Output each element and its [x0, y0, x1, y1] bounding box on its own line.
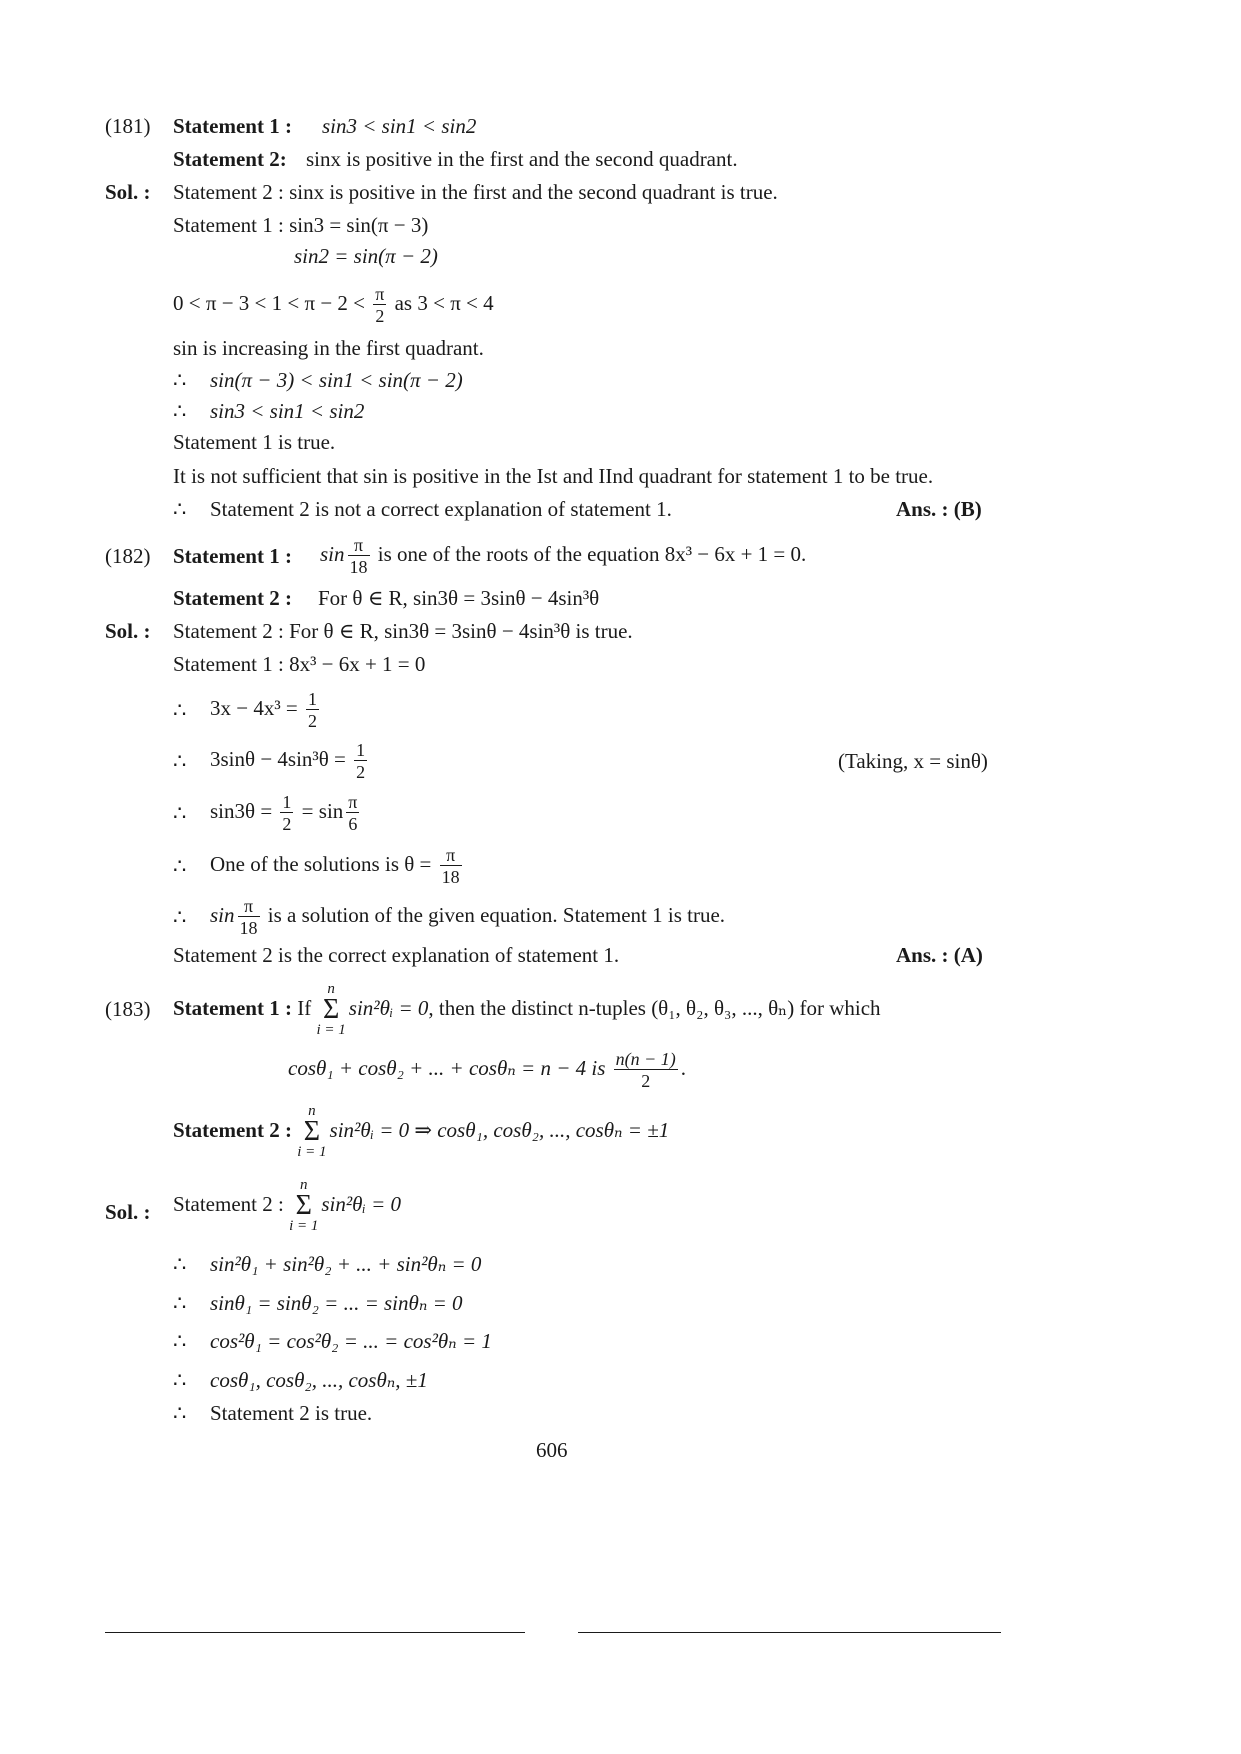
cos-sum: cosθ₁ + cosθ₂ + ... + cosθₙ = n − 4 is: [288, 1055, 606, 1080]
q183-s2-label: Statement 2 :: [173, 1117, 292, 1142]
sin-word: sin: [210, 902, 235, 927]
q183-number: (183): [105, 997, 151, 1021]
q182-sol-line8: Statement 2 is the correct explanation of statement 1.: [173, 943, 620, 967]
sum-upper: n: [299, 1177, 308, 1193]
one-half: [280, 793, 293, 833]
q182-sol-line5: [210, 793, 362, 833]
q182-identity: 3sinθ − 4sin³θ =: [210, 746, 346, 771]
one-half: [306, 690, 319, 730]
n-n-minus-1-over-2: [614, 1050, 678, 1090]
q182-cubic: 3x − 4x³ =: [210, 695, 298, 720]
q181-inequality: 0 < π − 3 < 1 < π − 2 <: [173, 290, 366, 315]
equals-sin: = sin: [301, 798, 344, 823]
q182-s2-text: For θ ∈ R, sin3θ = 3sinθ − 4sin³θ: [318, 586, 600, 610]
therefore-icon: ∴: [173, 1401, 187, 1425]
therefore-icon: ∴: [173, 1329, 187, 1353]
pi-over-18: [440, 846, 462, 886]
q182-taking-note: (Taking, x = sinθ): [838, 749, 988, 773]
sigma-icon: Σ: [303, 1116, 321, 1147]
q183-sol-line3: sinθ₁ = sinθ₂ = ... = sinθₙ = 0: [210, 1291, 463, 1315]
q181-s1-label: Statement 1 :: [173, 114, 292, 138]
q181-sol-line8: Statement 1 is true.: [173, 430, 336, 454]
q182-s1-label: Statement 1 :: [173, 544, 292, 568]
q183-sol-line5: cosθ₁, cosθ₂, ..., cosθₙ, ±1: [210, 1368, 428, 1392]
therefore-icon: ∴: [173, 368, 187, 392]
q183-s1-label: Statement 1 :: [173, 995, 292, 1020]
frac-den: 2: [356, 762, 366, 782]
therefore-icon: ∴: [173, 801, 187, 825]
frac-num: π: [375, 284, 385, 304]
pi-over-18: [238, 897, 260, 937]
summation-symbol: [316, 982, 345, 1038]
frac-num: π: [348, 792, 358, 812]
footer-rule-left: [105, 1632, 525, 1633]
therefore-icon: ∴: [173, 1368, 187, 1392]
frac-den: 2: [641, 1071, 651, 1091]
q181-number: (181): [105, 114, 151, 138]
frac-den: 2: [375, 306, 385, 326]
frac-num: π: [238, 897, 260, 917]
q181-s1-text: sin3 < sin1 < sin2: [322, 114, 477, 138]
frac-num: n(n − 1): [615, 1049, 676, 1069]
pi-over-6: [346, 793, 359, 833]
one-half: [354, 741, 367, 781]
frac-num: 1: [307, 689, 317, 709]
sin-word: sin: [320, 541, 345, 566]
therefore-icon: ∴: [173, 399, 187, 423]
q182-number: (182): [105, 544, 151, 568]
therefore-icon: ∴: [173, 905, 187, 929]
sum-upper: n: [308, 1103, 316, 1119]
q182-conclusion: is a solution of the given equation. Statement 1 is true.: [267, 902, 726, 927]
q181-answer: Ans. : (B): [896, 497, 982, 521]
q182-s1-text: [320, 536, 806, 576]
pi-over-18: [348, 536, 370, 576]
frac-num: π: [440, 846, 462, 866]
sigma-icon: Σ: [322, 994, 340, 1025]
q181-sol-line9: It is not sufficient that sin is positive in the Ist and IInd quadrant for statement 1 to be true.: [173, 464, 934, 488]
frac-num: 1: [356, 740, 366, 760]
q182-sol-line6: [210, 846, 465, 886]
if-word: If: [297, 995, 312, 1020]
therefore-icon: ∴: [173, 854, 187, 878]
sin3theta: sin3θ =: [210, 798, 273, 823]
q182-equation: is one of the roots of the equation 8x³ − 6x + 1 = 0.: [377, 541, 807, 566]
q181-sol-label: Sol. :: [105, 180, 151, 204]
q183-sol-line2: sin²θ₁ + sin²θ₂ + ... + sin²θₙ = 0: [210, 1252, 482, 1276]
therefore-icon: ∴: [173, 497, 187, 521]
q182-sol-line4: [210, 741, 370, 781]
frac-num: π: [348, 536, 370, 556]
sigma-icon: Σ: [295, 1190, 312, 1221]
q181-sol-line10: Statement 2 is not a correct explanation of statement 1.: [210, 497, 672, 521]
sum-term: sin²θᵢ = 0: [321, 1191, 401, 1216]
frac-den: 6: [348, 814, 358, 834]
sum-term: sin²θᵢ = 0: [329, 1117, 410, 1142]
page-number: 606: [536, 1438, 568, 1462]
q182-s2-label: Statement 2 :: [173, 586, 292, 610]
sum-lower: i = 1: [297, 1144, 327, 1160]
q183-sol-line6: Statement 2 is true.: [210, 1401, 373, 1425]
q181-sol-line4: [173, 285, 494, 325]
therefore-icon: ∴: [173, 1291, 187, 1315]
q183-sol-line4: cos²θ₁ = cos²θ₂ = ... = cos²θₙ = 1: [210, 1329, 492, 1353]
q182-sol-line7: [210, 897, 725, 937]
sum-lower: i = 1: [316, 1022, 346, 1038]
statement-2-label: Statement 2 :: [173, 1191, 284, 1216]
q181-sol-line1: Statement 2 : sinx is positive in the first and the second quadrant is true.: [173, 180, 778, 204]
sum-term: sin²θᵢ = 0: [348, 995, 429, 1020]
q181-pi-over-2: [373, 285, 386, 325]
q182-sol-line2: Statement 1 : 8x³ − 6x + 1 = 0: [173, 652, 426, 676]
therefore-icon: ∴: [173, 698, 187, 722]
q181-sol-line2: Statement 1 : sin3 = sin(π − 3): [173, 213, 429, 237]
q183-s2-implication: ⇒ cosθ₁, cosθ₂, ..., cosθₙ = ±1: [414, 1117, 670, 1142]
q183-s1-line2: cosθ₁ + cosθ₂ + ... + cosθₙ = n − 4 is $\frac{n(n - 1)}{2}$ .: [288, 1049, 687, 1091]
q181-sol-line3: sin2 = sin(π − 2): [294, 244, 438, 268]
frac-num: 1: [282, 792, 292, 812]
footer-rule-right: [578, 1632, 1001, 1633]
q181-sol-line7: sin3 < sin1 < sin2: [210, 399, 365, 423]
q183-sol-line1: [173, 1178, 401, 1234]
q181-s2-text: sinx is positive in the first and the second quadrant.: [306, 147, 738, 171]
q183-s1: [173, 982, 881, 1038]
frac-den: 2: [282, 814, 292, 834]
therefore-icon: ∴: [173, 1252, 187, 1276]
frac-den: 18: [349, 557, 368, 577]
q183-s2: [173, 1104, 669, 1160]
q182-sol-line3: [210, 690, 322, 730]
sum-lower: i = 1: [289, 1218, 319, 1234]
q181-sol-line6: sin(π − 3) < sin1 < sin(π − 2): [210, 368, 463, 392]
q183-s1-text: , then the distinct n-tuples (θ₁, θ₂, θ₃, ..., θₙ) for which: [428, 995, 881, 1020]
q181-sol-line5: sin is increasing in the first quadrant.: [173, 336, 484, 360]
summation-symbol: [289, 1178, 318, 1234]
frac-den: 18: [441, 867, 460, 887]
q181-s2-label: Statement 2:: [173, 147, 287, 171]
q183-sol-label: Sol. :: [105, 1200, 151, 1224]
summation-symbol: [297, 1104, 326, 1160]
frac-den: 18: [239, 918, 258, 938]
q181-range: as 3 < π < 4: [394, 290, 494, 315]
frac-den: 2: [307, 711, 317, 731]
q182-answer: Ans. : (A): [896, 943, 983, 967]
q182-solution-text: One of the solutions is θ =: [210, 851, 432, 876]
sum-upper: n: [327, 981, 335, 997]
therefore-icon: ∴: [173, 749, 187, 773]
q182-sol-label: Sol. :: [105, 619, 151, 643]
q182-sol-line1: Statement 2 : For θ ∈ R, sin3θ = 3sinθ − 4sin³θ is true.: [173, 619, 633, 643]
